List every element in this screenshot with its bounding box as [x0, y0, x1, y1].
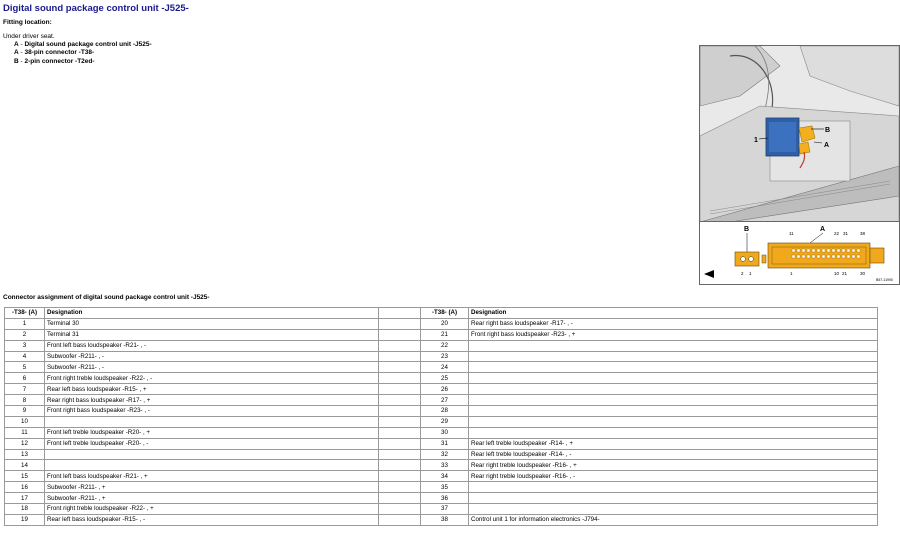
designation-cell: Front right treble loudspeaker -R22- , - [45, 373, 379, 384]
designation-cell: Front left bass loudspeaker -R21- , + [45, 471, 379, 482]
table-row [5, 427, 878, 438]
table-row [5, 504, 878, 515]
designation-cell: Rear left bass loudspeaker -R15- , - [45, 514, 379, 525]
pin-cell: 23 [421, 351, 469, 362]
designation-cell [469, 416, 878, 427]
pin-cell: 7 [5, 384, 45, 395]
spacer-cell [379, 416, 421, 427]
pin-cell: 22 [421, 340, 469, 351]
header-pin: -T38- (A) [421, 308, 469, 319]
pin-cell: 33 [421, 460, 469, 471]
page-title: Digital sound package control unit -J525- [3, 3, 189, 14]
spacer-cell [379, 351, 421, 362]
pin-cell: 10 [5, 416, 45, 427]
table-row [5, 449, 878, 460]
figure-reference: B57-11990 [876, 278, 893, 282]
designation-cell: Terminal 30 [45, 318, 379, 329]
pin-cell: 12 [5, 438, 45, 449]
spacer-cell [379, 373, 421, 384]
table-header-row [5, 308, 878, 319]
connector-assignment-table [4, 307, 878, 526]
designation-cell [469, 373, 878, 384]
designation-cell: Rear right treble loudspeaker -R16- , + [469, 460, 878, 471]
table-row [5, 362, 878, 373]
spacer-cell [379, 308, 421, 319]
spacer-cell [379, 395, 421, 406]
designation-cell [469, 406, 878, 417]
designation-cell: Rear left bass loudspeaker -R15- , + [45, 384, 379, 395]
pin-cell: 38 [421, 514, 469, 525]
photo-label-a: A [824, 142, 830, 149]
designation-cell: Rear left treble loudspeaker -R14- , + [469, 438, 878, 449]
legend-item: B - 2-pin connector -T2ed- [14, 57, 95, 65]
table-row [5, 471, 878, 482]
spacer-cell [379, 384, 421, 395]
pin-cell: 19 [5, 514, 45, 525]
photo-label-1: 1 [754, 137, 758, 144]
table-row [5, 329, 878, 340]
header-designation: Designation [469, 308, 878, 319]
pin-cell: 1 [5, 318, 45, 329]
designation-cell: Control unit 1 for information electronics -J794- [469, 514, 878, 525]
table-row [5, 384, 878, 395]
component-legend [14, 41, 152, 66]
pin-cell: 27 [421, 395, 469, 406]
pin-cell: 8 [5, 395, 45, 406]
table-row [5, 351, 878, 362]
pin-label-b: 1 [749, 271, 752, 276]
installation-illustration [699, 45, 900, 223]
pin-label-bottom: 21 [842, 271, 848, 276]
pin-label-bottom: 10 [834, 271, 840, 276]
pin-cell: 13 [5, 449, 45, 460]
designation-cell: Subwoofer -R211- , + [45, 493, 379, 504]
designation-cell [469, 482, 878, 493]
designation-cell: Front right treble loudspeaker -R22- , + [45, 504, 379, 515]
table-row [5, 416, 878, 427]
designation-cell [469, 362, 878, 373]
spacer-cell [379, 471, 421, 482]
designation-cell: Front right bass loudspeaker -R23- , + [469, 329, 878, 340]
header-pin: -T38- (A) [5, 308, 45, 319]
designation-cell [469, 351, 878, 362]
spacer-cell [379, 482, 421, 493]
table-row [5, 395, 878, 406]
pin-cell: 21 [421, 329, 469, 340]
pin-label-top: 11 [789, 231, 794, 236]
designation-cell: Rear left treble loudspeaker -R14- , - [469, 449, 878, 460]
designation-cell: Front left treble loudspeaker -R20- , + [45, 427, 379, 438]
spacer-cell [379, 362, 421, 373]
pin-cell: 9 [5, 406, 45, 417]
table-row [5, 318, 878, 329]
spacer-cell [379, 427, 421, 438]
table-row [5, 340, 878, 351]
designation-cell [469, 427, 878, 438]
spacer-cell [379, 449, 421, 460]
table-caption: Connector assignment of digital sound package control unit -J525- [3, 294, 210, 301]
table-row [5, 482, 878, 493]
designation-cell: Subwoofer -R211- , - [45, 362, 379, 373]
table-row [5, 406, 878, 417]
pin-cell: 2 [5, 329, 45, 340]
pin-cell: 32 [421, 449, 469, 460]
spacer-cell [379, 493, 421, 504]
table-row [5, 493, 878, 504]
spacer-cell [379, 514, 421, 525]
designation-cell: Front left treble loudspeaker -R20- , - [45, 438, 379, 449]
connector-diagram [699, 221, 900, 285]
spacer-cell [379, 318, 421, 329]
pin-cell: 4 [5, 351, 45, 362]
connector-drawing [700, 222, 899, 284]
pin-cell: 29 [421, 416, 469, 427]
pin-cell: 35 [421, 482, 469, 493]
designation-cell: Front left bass loudspeaker -R21- , - [45, 340, 379, 351]
pin-cell: 26 [421, 384, 469, 395]
fitting-location-text: Under driver seat. [3, 33, 55, 40]
pin-cell: 5 [5, 362, 45, 373]
spacer-cell [379, 340, 421, 351]
pin-cell: 37 [421, 504, 469, 515]
designation-cell [469, 504, 878, 515]
pin-cell: 17 [5, 493, 45, 504]
pin-label-top: 31 [843, 231, 849, 236]
spacer-cell [379, 504, 421, 515]
designation-cell [469, 493, 878, 504]
header-designation: Designation [45, 308, 379, 319]
legend-item: A - 38-pin connector -T38- [14, 49, 95, 57]
pin-cell: 3 [5, 340, 45, 351]
designation-cell: Terminal 31 [45, 329, 379, 340]
photo-label-b: B [825, 127, 831, 134]
pin-cell: 14 [5, 460, 45, 471]
pin-cell: 25 [421, 373, 469, 384]
legend-item: A - Digital sound package control unit -J525- [14, 41, 152, 48]
table-row [5, 514, 878, 525]
pin-label-b: 2 [741, 271, 744, 276]
designation-cell: Front right bass loudspeaker -R23- , - [45, 406, 379, 417]
fitting-location-label: Fitting location: [3, 19, 52, 26]
pin-cell: 18 [5, 504, 45, 515]
designation-cell [469, 395, 878, 406]
pin-cell: 24 [421, 362, 469, 373]
designation-cell: Subwoofer -R211- , + [45, 482, 379, 493]
pin-cell: 20 [421, 318, 469, 329]
spacer-cell [379, 438, 421, 449]
designation-cell: Rear right bass loudspeaker -R17- , + [45, 395, 379, 406]
connector-label-a: A [820, 226, 826, 233]
spacer-cell [379, 329, 421, 340]
pin-cell: 28 [421, 406, 469, 417]
designation-cell [45, 416, 379, 427]
designation-cell: Rear right bass loudspeaker -R17- , - [469, 318, 878, 329]
pin-cell: 6 [5, 373, 45, 384]
connector-label-b: B [744, 226, 750, 233]
pin-label-bottom: 30 [860, 271, 866, 276]
table-body [5, 318, 878, 525]
designation-cell [45, 449, 379, 460]
pin-cell: 16 [5, 482, 45, 493]
designation-cell: Rear right treble loudspeaker -R16- , - [469, 471, 878, 482]
installation-drawing [700, 46, 899, 222]
designation-cell [469, 340, 878, 351]
pin-label-bottom: 1 [790, 271, 793, 276]
pin-cell: 34 [421, 471, 469, 482]
table-row [5, 373, 878, 384]
pin-label-top: 22 [834, 231, 840, 236]
designation-cell [469, 384, 878, 395]
pin-cell: 15 [5, 471, 45, 482]
spacer-cell [379, 460, 421, 471]
table-row [5, 460, 878, 471]
pin-cell: 36 [421, 493, 469, 504]
pin-cell: 11 [5, 427, 45, 438]
designation-cell [45, 460, 379, 471]
pin-cell: 31 [421, 438, 469, 449]
table-row [5, 438, 878, 449]
direction-arrow-icon [704, 270, 714, 278]
spacer-cell [379, 406, 421, 417]
designation-cell: Subwoofer -R211- , - [45, 351, 379, 362]
pin-label-top: 38 [860, 231, 866, 236]
pin-cell: 30 [421, 427, 469, 438]
